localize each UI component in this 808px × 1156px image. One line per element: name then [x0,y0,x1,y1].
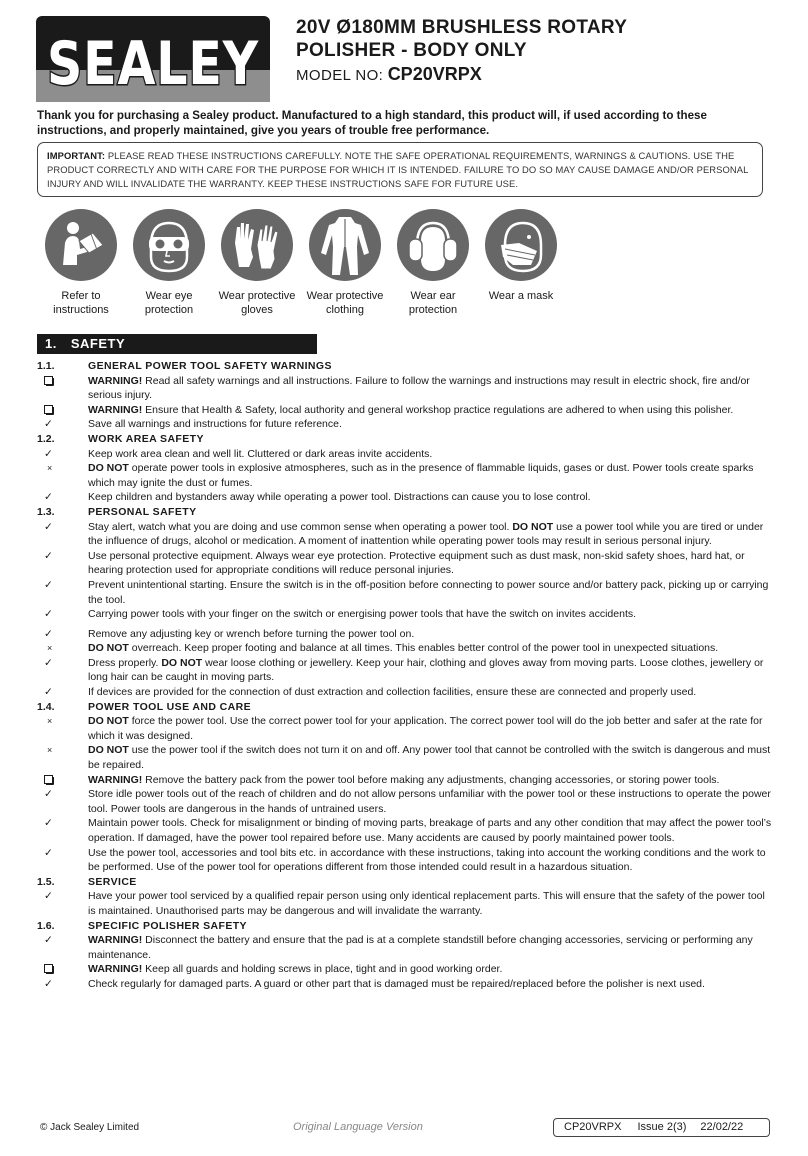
cross-icon: × [47,716,53,727]
protective-clothing-icon [315,213,375,277]
copyright: © Jack Sealey Limited [40,1122,140,1133]
safety-item [0,403,808,418]
safety-item [0,933,808,962]
subsection-number: 1.4. [37,700,55,713]
item-text [88,578,772,607]
ppe-icons [36,206,596,316]
item-body: wear loose clothing or jewellery. Keep your hair, clothing and gloves away from moving parts. Loose clothes, jewellery or long hair can be caught in moving parts. [88,656,764,684]
item-text [88,490,772,505]
cross-icon: × [47,745,53,756]
cross-icon: × [47,643,53,654]
item-body: Disconnect the battery and ensure that the pad is at a complete standstill before changing accessories, servicing or performing any maintenance. [88,934,753,961]
safety-item [0,685,808,700]
safety-item [0,714,808,743]
ppe-label: gloves [241,304,273,316]
sealey-logo [36,16,270,102]
item-body: POWER TOOL USE AND CARE [88,700,252,713]
safety-item [0,656,808,685]
ppe-instructions [36,206,126,317]
item-emphasis: WARNING! [88,963,143,976]
item-body: If devices are provided for the connection of dust extraction and collection facilities, ensure these are connected and properly used. [88,686,697,699]
safety-item [0,889,808,918]
item-text [88,875,772,890]
subsection-number: 1.5. [37,875,55,888]
item-body: Save all warnings and instructions for future reference. [88,418,342,431]
safety-item [0,977,808,992]
check-icon: ✓ [44,817,53,830]
item-body: operate power tools in explosive atmospheres, such as in the presence of flammable liquids, gases or dust. Power tools create sparks which may ignite the dust or fumes. [88,462,754,489]
ppe-label: Wear ear [410,290,456,302]
model-number [296,64,776,86]
item-text [88,962,772,977]
item-body: Maintain power tools. Check for misalignment or binding of moving parts, breakage of parts and any other condition that may affect the power tool’s operation. If damaged, have the power tool repaired before use. Many accidents are caused by poorly maintained power tools. [88,817,772,844]
checkbox-icon [44,374,66,391]
ppe-mask [476,206,566,303]
ppe-label: Wear protective [218,290,296,302]
item-text [88,607,772,622]
item-body: Use personal protective equipment. Always wear eye protection. Protective equipment such as dust mask, non-skid safety shoes, hard hat, or hearing protection used for appropriate conditions will reduce personal injuries. [88,549,745,577]
item-text [88,656,772,685]
item-text [88,417,772,432]
item-text [88,773,772,788]
item-text [88,714,772,743]
item-body: Keep work area clean and well lit. Cluttered or dark areas invite accidents. [88,447,433,460]
item-body: use the power tool if the switch does not turn it on and off. Any power tool that cannot be controlled with the switch is dangerous and must be repaired. [88,744,771,772]
item-text [88,505,772,520]
instructions-icon [53,217,109,273]
item-text [88,520,772,549]
item-body: PERSONAL SAFETY [88,505,197,518]
safety-item [0,773,808,788]
original-language: Original Language Version [293,1121,423,1133]
check-icon: ✓ [44,934,53,947]
item-body: Carrying power tools with your finger on the switch or energising power tools that have the switch on invites accidents. [88,608,637,621]
safety-item [0,374,808,403]
safety-item [0,578,808,607]
item-body: Stay alert, watch what you are doing and use common sense when operating a power tool. [88,520,513,533]
subsection-heading [0,505,808,520]
check-icon: ✓ [44,418,53,431]
section-title: SAFETY [70,336,126,351]
check-icon: ✓ [44,608,53,621]
model-value: CP20VRPX [387,64,482,84]
safety-item [0,787,808,816]
important-label: IMPORTANT: [47,150,106,161]
item-emphasis: WARNING! [88,374,143,387]
subsection-heading [0,432,808,447]
ppe-label: Wear eye [145,290,193,302]
item-emphasis: WARNING! [88,403,143,416]
item-body: Remove the battery pack from the power tool before making any adjustments, changing accessories, or storing power tools. [142,773,720,786]
footer-issue: Issue 2(3) [637,1121,687,1133]
item-text [88,641,772,656]
item-body: Read all safety warnings and all instructions. Failure to follow the warnings and instructions may result in electric shock, fire and/or serious injury. [88,374,750,402]
mask-icon [491,215,551,275]
ppe-clothing [300,206,390,317]
safety-item [0,743,808,772]
item-emphasis: WARNING! [88,934,143,947]
check-icon: ✓ [44,578,53,591]
product-title [296,16,776,86]
check-icon: ✓ [44,977,53,990]
ppe-label: instructions [53,304,109,316]
gloves-icon [227,215,287,275]
ppe-eye-protection [124,206,214,317]
item-body: Dress properly. [88,656,162,669]
item-body: Ensure that Health & Safety, local authority and general workshop practice regulations are adhered to when using this polisher. [142,403,734,416]
item-text [88,977,772,992]
ppe-label: Wear protective [306,290,384,302]
check-icon: ✓ [44,788,53,801]
item-emphasis: DO NOT [88,715,129,728]
item-body: SERVICE [88,875,137,888]
section-number: 1. [45,336,57,351]
item-text [88,461,772,490]
item-body: GENERAL POWER TOOL SAFETY WARNINGS [88,360,332,372]
important-text: PLEASE READ THESE INSTRUCTIONS CAREFULLY. NOTE THE SAFE OPERATIONAL REQUIREMENTS, WARNINGS & CAUTIONS. USE THE PRODUCT CORRECTLY AND WITH CARE FOR THE PURPOSE FOR WHICH IT IS INTENDED. FAILURE TO DO SO MAY CAUSE DAMAGE AND/OR PERSONAL INJURY AND WILL INVALIDATE THE WARRANTY. KEEP THESE INSTRUCTIONS SAFE FOR FUTURE USE. [47,150,749,190]
check-icon: ✓ [44,656,53,669]
safety-item [0,549,808,578]
item-emphasis: DO NOT [88,462,129,475]
subsection-number: 1.2. [37,432,55,445]
item-text [88,403,772,418]
item-body: use a power tool while you are tired or under the influence of drugs, alcohol or medication. A moment of inattention while operating power tools may result in serious personal injury. [88,520,764,548]
subsection-heading [0,875,808,890]
check-icon: ✓ [44,491,53,504]
issue-box [553,1118,770,1137]
item-text [88,846,772,875]
item-text [88,447,772,462]
item-text [88,816,772,845]
item-text [88,919,772,934]
model-label: MODEL NO: [296,67,384,84]
item-body: Check regularly for damaged parts. A guard or other part that is damaged must be repaired/replaced before the polisher is next used. [88,977,705,990]
subsection-number: 1.1. [37,360,55,372]
check-icon: ✓ [44,627,53,640]
check-icon: ✓ [44,549,53,562]
item-text [88,889,772,918]
subsection-number: 1.3. [37,505,55,518]
item-text [88,787,772,816]
cross-icon: × [47,463,53,474]
item-body: Have your power tool serviced by a qualified repair person using only identical replacement parts. This will ensure that the safety of the power tool is maintained. Unauthorised parts may be dangerous and will invalidate the warranty. [88,890,765,917]
safety-item [0,417,808,432]
item-emphasis: DO NOT [512,520,554,533]
safety-item [0,447,808,462]
important-notice [37,142,763,197]
ppe-gloves [212,206,302,317]
ear-protection-icon [403,215,463,275]
safety-item [0,846,808,875]
check-icon: ✓ [44,890,53,903]
safety-item [0,641,808,656]
ppe-label: clothing [326,304,364,316]
item-body: WORK AREA SAFETY [88,432,204,445]
item-emphasis: DO NOT [88,642,129,655]
footer-date: 22/02/22 [700,1121,744,1133]
ppe-label: Refer to [61,290,101,302]
safety-item [0,520,808,549]
safety-item [0,490,808,505]
header [36,16,776,106]
subsection-heading [0,700,808,715]
item-body: Remove any adjusting key or wrench before turning the power tool on. [88,627,415,640]
item-body: SPECIFIC POLISHER SAFETY [88,919,247,932]
safety-item [0,816,808,845]
ppe-label: protection [144,304,194,316]
safety-item [0,607,808,622]
item-text [88,374,772,403]
check-icon: ✓ [44,846,53,859]
check-icon: ✓ [44,447,53,460]
subsection-heading [0,919,808,934]
item-emphasis: DO NOT [161,656,203,669]
ppe-label: protection [408,304,458,316]
item-body: Keep children and bystanders away while operating a power tool. Distractions can cause you to lose control. [88,491,591,504]
footer [40,1118,770,1140]
item-body: force the power tool. Use the correct power tool for your application. The correct power tool will do the job better and safer at the rate for which it was designed. [88,715,763,742]
check-icon: ✓ [44,520,53,533]
item-body: Keep all guards and holding screws in place, tight and in good working order. [142,963,503,976]
item-text [88,685,772,700]
subsection-number: 1.6. [37,919,55,932]
intro-text: Thank you for purchasing a Sealey product. Manufactured to a high standard, this product will, if used according to these instructions, and properly maintained, give you years of trouble free performance. [37,109,707,137]
safety-item [0,461,808,490]
item-text [88,627,772,642]
title-line-1: 20V Ø180MM BRUSHLESS ROTARY [296,17,628,38]
subsection-heading [0,359,808,374]
item-text [88,933,772,962]
footer-model: CP20VRPX [564,1121,622,1133]
item-text [88,700,772,715]
item-body: Store idle power tools out of the reach of children and do not allow persons unfamiliar with the power tool or these instructions to operate the power tool. Power tools are dangerous in the hands of untrained users. [88,788,771,815]
ppe-label: Wear a mask [488,290,554,302]
safety-content [0,359,808,992]
title-line-2: POLISHER - BODY ONLY [296,40,527,61]
item-text [88,359,772,374]
section-heading [37,334,317,354]
item-body: overreach. Keep proper footing and balance at all times. This enables better control of the power tool in unexpected situations. [128,642,719,655]
item-emphasis: DO NOT [88,744,129,757]
safety-item [0,627,808,642]
item-body: Use the power tool, accessories and tool bits etc. in accordance with these instructions, taking into account the working conditions and the work to be performed. Use of the power tool for operations different from those intended could result in a hazardous situation. [88,846,766,874]
ppe-ear-protection [388,206,478,317]
item-text [88,549,772,578]
safety-item [0,962,808,977]
item-text [88,432,772,447]
eye-protection-icon [139,215,199,275]
logo-text: SEALEY [47,29,260,99]
check-icon: ✓ [44,686,53,699]
item-emphasis: WARNING! [88,773,143,786]
item-text [88,743,772,772]
item-body: Prevent unintentional starting. Ensure the switch is in the off-position before connecting to power source and/or battery pack, picking up or carrying the tool. [88,578,769,606]
